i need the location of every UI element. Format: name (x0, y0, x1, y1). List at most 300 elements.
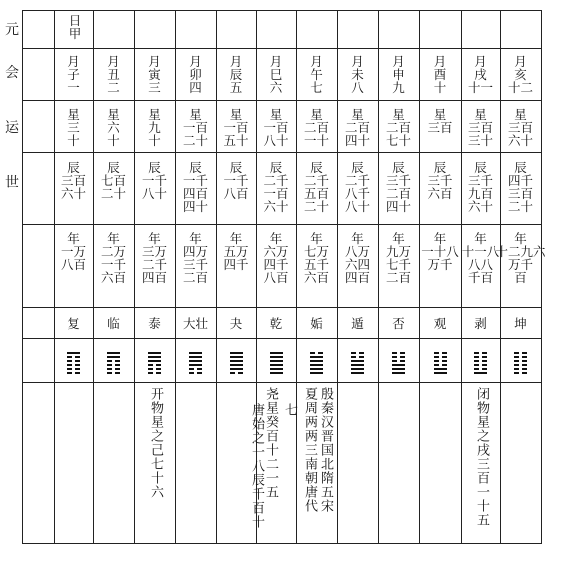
yang-line (351, 364, 364, 366)
note-col-qian-b: 唐始之一八辰千百十 (249, 403, 264, 529)
yang-line (189, 352, 202, 354)
hui-cell-line: 十 (433, 80, 447, 95)
yin-line (474, 360, 487, 362)
hexagram-name: 大壮 (182, 316, 208, 331)
hui-cell (256, 55, 296, 94)
year-cell-line: 二万 (100, 244, 126, 259)
hui-cell-line: 一 (67, 80, 80, 95)
note-col-bo: 闭物星之戌三百一十五 (474, 387, 489, 527)
shi-cell-line: 辰 (189, 160, 202, 175)
year-cell-line: 五千 (303, 257, 329, 272)
grid-row-line (22, 100, 542, 101)
hui-cell-line: 子 (67, 67, 80, 82)
hui-cell-line: 月 (474, 54, 487, 69)
yun-cell-line: 一百 (263, 120, 289, 135)
shi-cell (134, 161, 175, 200)
year-cell (419, 232, 461, 271)
shi-cell (216, 161, 256, 200)
yun-cell-line: 六十 (507, 133, 533, 148)
yun-cell-line: 二十 (182, 133, 208, 148)
hui-cell-line: 未 (351, 67, 364, 82)
yun-cell-line: 星 (189, 107, 202, 122)
yun-cell-line: 星 (514, 107, 527, 122)
shi-cell-line: 二千 (303, 173, 329, 188)
yun-cell-line: 星 (269, 107, 283, 122)
hui-cell-line: 月 (107, 54, 120, 69)
hui-cell-line: 丑 (107, 67, 120, 82)
yin-line (148, 364, 161, 366)
hui-cell (461, 55, 500, 94)
shi-cell-line: 六十 (467, 199, 493, 214)
grid-row-line (22, 382, 542, 383)
hui-cell-line: 十一 (467, 80, 493, 95)
yang-line (148, 352, 161, 354)
hexagram-icon (392, 352, 405, 374)
shi-cell-line: 三百 (507, 186, 533, 201)
year-cell (461, 232, 500, 284)
yun-cell-line: 星 (229, 107, 243, 122)
year-cell-line: 四千 (263, 257, 289, 272)
yin-line (189, 368, 202, 370)
yun-cell-line: 星 (351, 107, 364, 122)
shi-cell-line: 二十 (507, 199, 533, 214)
hui-cell (134, 55, 175, 94)
yun-cell (134, 108, 175, 147)
shi-cell (296, 161, 337, 213)
yun-cell (419, 108, 461, 134)
shi-cell-line: 三千 (467, 173, 493, 188)
yun-cell (93, 108, 134, 147)
yun-cell (500, 108, 541, 147)
yun-cell-line: 星 (310, 107, 323, 122)
hui-cell-line: 酉 (433, 67, 447, 82)
year-cell-line: 八百 (60, 257, 86, 272)
hui-cell-line: 月 (514, 54, 527, 69)
yin-line (514, 360, 527, 362)
hexagram-icon (351, 352, 364, 374)
grid-row-line (22, 543, 542, 544)
hexagram-name: 剥 (474, 316, 487, 331)
hui-cell-line: 七 (310, 80, 323, 95)
note-col-qian-a: 尧星癸百十二一五 (263, 387, 278, 499)
year-cell-line: 四千 (223, 257, 249, 272)
year-cell-line: 二千 (141, 257, 167, 272)
yang-line (392, 368, 405, 370)
row-label-yun: 运 (5, 120, 19, 136)
yun-cell (461, 108, 500, 147)
yin-line (67, 360, 80, 362)
row-label-yuan: 元 (5, 22, 19, 38)
yang-line (270, 364, 283, 366)
yang-line (189, 364, 202, 366)
year-cell (134, 232, 175, 284)
year-cell-line: 年 (107, 231, 120, 246)
year-cell-line: 四百 (344, 270, 370, 285)
year-cell-line: 年 (474, 231, 487, 246)
year-cell-line: 三千 (182, 257, 208, 272)
grid-row-line (22, 307, 542, 308)
shi-cell-line: 一百 (263, 186, 289, 201)
yin-line (474, 368, 487, 370)
shi-cell-line: 辰 (474, 160, 487, 175)
yun-cell-line: 星 (474, 107, 487, 122)
yang-line (310, 356, 323, 358)
shi-cell-line: 辰 (310, 160, 323, 175)
shi-cell-line: 四十 (182, 199, 208, 214)
hui-cell-line: 月 (148, 54, 161, 69)
yun-cell (296, 108, 337, 147)
hexagram-icon (474, 352, 487, 374)
hui-cell (500, 55, 541, 94)
year-cell (337, 232, 378, 284)
shi-cell (93, 161, 134, 200)
year-cell (256, 232, 296, 284)
yang-line (230, 368, 243, 370)
hexagram-name: 坤 (514, 316, 527, 331)
year-cell-line: 一十八 (421, 244, 459, 259)
yun-cell-line: 星 (433, 107, 447, 122)
yin-line (392, 360, 405, 362)
yin-line (310, 352, 323, 354)
hexagram-icon (189, 352, 202, 374)
yang-line (434, 372, 447, 374)
yang-line (107, 356, 120, 358)
yin-line (67, 372, 80, 374)
yang-line (230, 364, 243, 366)
yun-cell-line: 星 (107, 107, 120, 122)
hui-cell-line: 戌 (474, 67, 487, 82)
hui-cell (93, 55, 134, 94)
grid-row-line (22, 10, 542, 11)
year-cell-line: 年 (189, 231, 202, 246)
grid-row-line (22, 224, 542, 225)
shi-cell-line: 六十 (263, 199, 289, 214)
hui-cell-line: 月 (229, 54, 243, 69)
yin-line (148, 372, 161, 374)
yun-cell (337, 108, 378, 147)
year-cell-line: 年 (67, 231, 80, 246)
hexagram-icon (107, 352, 120, 374)
yang-line (351, 372, 364, 374)
hui-cell-line: 五 (229, 80, 243, 95)
shi-cell (337, 161, 378, 213)
shi-cell-line: 辰 (433, 160, 447, 175)
year-cell (54, 232, 93, 271)
year-cell-line: 年 (392, 231, 405, 246)
year-cell-line: 十二九六 (495, 244, 546, 259)
yun-cell-line: 八十 (263, 133, 289, 148)
yang-line (310, 372, 323, 374)
yun-cell-line: 十 (107, 133, 120, 148)
yin-line (392, 352, 405, 354)
yang-line (189, 360, 202, 362)
shi-cell-line: 六百 (427, 186, 453, 201)
yin-line (351, 356, 364, 358)
shi-cell-line: 辰 (514, 160, 527, 175)
hexagram-name: 姤 (310, 316, 323, 331)
yin-line (107, 368, 120, 370)
yun-cell-line: 三十 (467, 133, 493, 148)
yang-line (434, 368, 447, 370)
year-cell-line: 年 (269, 231, 283, 246)
shi-cell-line: 三千 (427, 173, 453, 188)
shi-cell-line: 二千 (263, 173, 289, 188)
hui-cell-line: 辰 (229, 67, 243, 82)
shi-cell (419, 161, 461, 200)
grid-row-line (22, 48, 542, 49)
shi-cell (378, 161, 419, 213)
yin-line (434, 352, 447, 354)
hui-cell (378, 55, 419, 94)
shi-cell-line: 三千 (385, 173, 411, 188)
year-cell-line: 千百 (467, 270, 493, 285)
year-cell (175, 232, 216, 284)
hui-cell-line: 月 (433, 54, 447, 69)
yin-line (392, 356, 405, 358)
yun-cell-line: 九 (148, 120, 161, 135)
hui-cell-line: 巳 (269, 67, 283, 82)
year-cell-line: 六万 (263, 244, 289, 259)
hui-cell-line: 十二 (507, 80, 533, 95)
note-col-tai: 开物星之己七十六 (148, 387, 163, 499)
hexagram-icon (67, 352, 80, 374)
yang-line (270, 372, 283, 374)
shi-cell-line: 一千 (182, 173, 208, 188)
shi-cell-line: 辰 (351, 160, 364, 175)
note-col-gou-b: 夏周两两三南朝唐代 (302, 387, 317, 513)
hui-cell-line: 亥 (514, 67, 527, 82)
yun-cell-line: 二百 (303, 120, 329, 135)
yun-cell-line: 三百 (507, 120, 533, 135)
yun-cell-line: 十 (67, 133, 80, 148)
hexagram-icon (514, 352, 527, 374)
year-cell (93, 232, 134, 284)
yin-line (67, 368, 80, 370)
year-cell-line: 九万 (385, 244, 411, 259)
yuan-cell: 日 甲 (68, 13, 82, 41)
shi-cell (256, 161, 296, 213)
yun-cell-line: 一百 (223, 120, 249, 135)
yun-cell-line: 六 (107, 120, 120, 135)
hui-cell-line: 午 (310, 67, 323, 82)
year-cell-line: 年 (433, 231, 447, 246)
hui-cell-line: 月 (392, 54, 405, 69)
yang-line (67, 352, 80, 354)
yun-cell-line: 星 (148, 107, 161, 122)
hexagram-icon (270, 352, 283, 374)
hui-cell (54, 55, 93, 94)
yin-line (434, 364, 447, 366)
shi-cell-line: 辰 (107, 160, 120, 175)
yun-cell-line: 三百 (427, 120, 453, 135)
hui-cell (296, 55, 337, 94)
year-cell-line: 五万 (223, 244, 249, 259)
yang-line (270, 368, 283, 370)
hui-cell-line: 六 (269, 80, 283, 95)
hui-cell (419, 55, 461, 94)
shi-cell-line: 辰 (392, 160, 405, 175)
yun-cell (175, 108, 216, 147)
year-cell-line: 八万 (344, 244, 370, 259)
year-cell-line: 八百 (263, 270, 289, 285)
hui-cell-line: 四 (189, 80, 202, 95)
yang-line (474, 372, 487, 374)
year-cell-line: 六百 (100, 270, 126, 285)
year-cell-line: 年 (229, 231, 243, 246)
hexagram-name: 观 (433, 316, 447, 331)
shi-cell-line: 辰 (148, 160, 161, 175)
shi-cell-line: 八十 (141, 186, 167, 201)
shi-cell-line: 二百 (385, 186, 411, 201)
year-cell-line: 六百 (303, 270, 329, 285)
shi-cell (500, 161, 541, 213)
hui-cell-line: 卯 (189, 67, 202, 82)
grid-row-line (22, 338, 542, 339)
year-cell-line: 六四 (344, 257, 370, 272)
yin-line (514, 368, 527, 370)
hui-cell (337, 55, 378, 94)
shi-cell-line: 二十 (100, 186, 126, 201)
grid-row-line (22, 152, 542, 153)
hexagram-icon (148, 352, 161, 374)
yin-line (230, 372, 243, 374)
shi-cell (175, 161, 216, 213)
shi-cell-line: 辰 (67, 160, 80, 175)
hui-cell-line: 月 (310, 54, 323, 69)
hui-cell-line: 八 (351, 80, 364, 95)
year-cell-line: 年 (148, 231, 161, 246)
yin-line (148, 368, 161, 370)
hexagram-icon (310, 352, 323, 374)
yang-line (310, 364, 323, 366)
hexagram-name: 乾 (269, 316, 283, 331)
shi-cell-line: 八千 (344, 186, 370, 201)
yun-cell (216, 108, 256, 147)
shi-cell-line: 四十 (385, 199, 411, 214)
yin-line (514, 372, 527, 374)
grid-col-line (22, 10, 23, 544)
year-cell-line: 一万 (60, 244, 86, 259)
shi-cell (54, 161, 93, 200)
yun-cell (256, 108, 296, 147)
yang-line (351, 368, 364, 370)
yun-cell-line: 十 (148, 133, 161, 148)
shi-cell-line: 一千 (223, 173, 249, 188)
hui-cell-line: 月 (351, 54, 364, 69)
shi-cell-line: 二千 (344, 173, 370, 188)
year-cell-line: 万千 (427, 257, 453, 272)
hui-cell-line: 月 (67, 54, 80, 69)
yang-line (270, 352, 283, 354)
yin-line (474, 352, 487, 354)
yin-line (474, 356, 487, 358)
year-cell-line: 二百 (182, 270, 208, 285)
hui-cell-line: 申 (392, 67, 405, 82)
hui-cell-line: 月 (269, 54, 283, 69)
year-cell-line: 三万 (141, 244, 167, 259)
yang-line (107, 352, 120, 354)
hexagram-name: 夬 (229, 316, 243, 331)
hui-cell-line: 二 (107, 80, 120, 95)
shi-cell (461, 161, 500, 213)
year-cell-line: 年 (310, 231, 323, 246)
hui-cell-line: 三 (148, 80, 161, 95)
yin-line (67, 356, 80, 358)
yin-line (434, 360, 447, 362)
yin-line (67, 364, 80, 366)
note-col-gou-a: 殷秦汉晋国北隋五宋 (318, 387, 333, 513)
shi-cell-line: 八十 (344, 199, 370, 214)
hui-cell (216, 55, 256, 94)
shi-cell-line: 四千 (507, 173, 533, 188)
year-cell-line: 二百 (385, 270, 411, 285)
yun-cell (378, 108, 419, 147)
yun-cell-line: 一百 (182, 120, 208, 135)
shi-cell-line: 六十 (60, 186, 86, 201)
yang-line (230, 356, 243, 358)
shi-cell-line: 八百 (223, 186, 249, 201)
yang-line (310, 360, 323, 362)
yang-line (351, 360, 364, 362)
shi-cell-line: 一千 (141, 173, 167, 188)
shi-cell-line: 九百 (467, 186, 493, 201)
year-cell-line: 七千 (385, 257, 411, 272)
year-cell (216, 232, 256, 271)
yang-line (189, 356, 202, 358)
shi-cell-line: 辰 (229, 160, 243, 175)
hexagram-name: 临 (107, 316, 120, 331)
yin-line (107, 360, 120, 362)
yin-line (107, 372, 120, 374)
year-cell-line: 八八 (467, 257, 493, 272)
row-label-shi: 世 (5, 175, 19, 191)
yin-line (514, 352, 527, 354)
hexagram-name: 泰 (148, 316, 161, 331)
hexagram-name: 遁 (351, 316, 364, 331)
yun-cell-line: 一十 (303, 133, 329, 148)
year-cell-line: 年 (514, 231, 527, 246)
yun-cell-line: 四十 (344, 133, 370, 148)
year-cell-line: 百 (514, 270, 527, 285)
yun-cell-line: 三 (67, 120, 80, 135)
hexagram-name: 复 (67, 316, 80, 331)
yun-cell-line: 三百 (467, 120, 493, 135)
hui-cell (175, 55, 216, 94)
hexagram-icon (230, 352, 243, 374)
year-cell-line: 十一八 (461, 244, 500, 259)
yang-line (230, 360, 243, 362)
yang-line (310, 368, 323, 370)
year-cell-line: 四万 (182, 244, 208, 259)
yin-line (514, 356, 527, 358)
yun-cell-line: 二百 (344, 120, 370, 135)
shi-cell-line: 七百 (100, 173, 126, 188)
year-cell (296, 232, 337, 284)
shi-cell-line: 辰 (269, 160, 283, 175)
yin-line (514, 364, 527, 366)
year-cell (495, 231, 546, 285)
year-cell-line: 四百 (141, 270, 167, 285)
grid-col-line (541, 10, 542, 544)
yun-cell-line: 五十 (223, 133, 249, 148)
yin-line (474, 364, 487, 366)
yin-line (351, 352, 364, 354)
shi-cell-line: 二十 (303, 199, 329, 214)
yin-line (107, 364, 120, 366)
yin-line (189, 372, 202, 374)
yun-cell-line: 星 (392, 107, 405, 122)
yang-line (392, 372, 405, 374)
